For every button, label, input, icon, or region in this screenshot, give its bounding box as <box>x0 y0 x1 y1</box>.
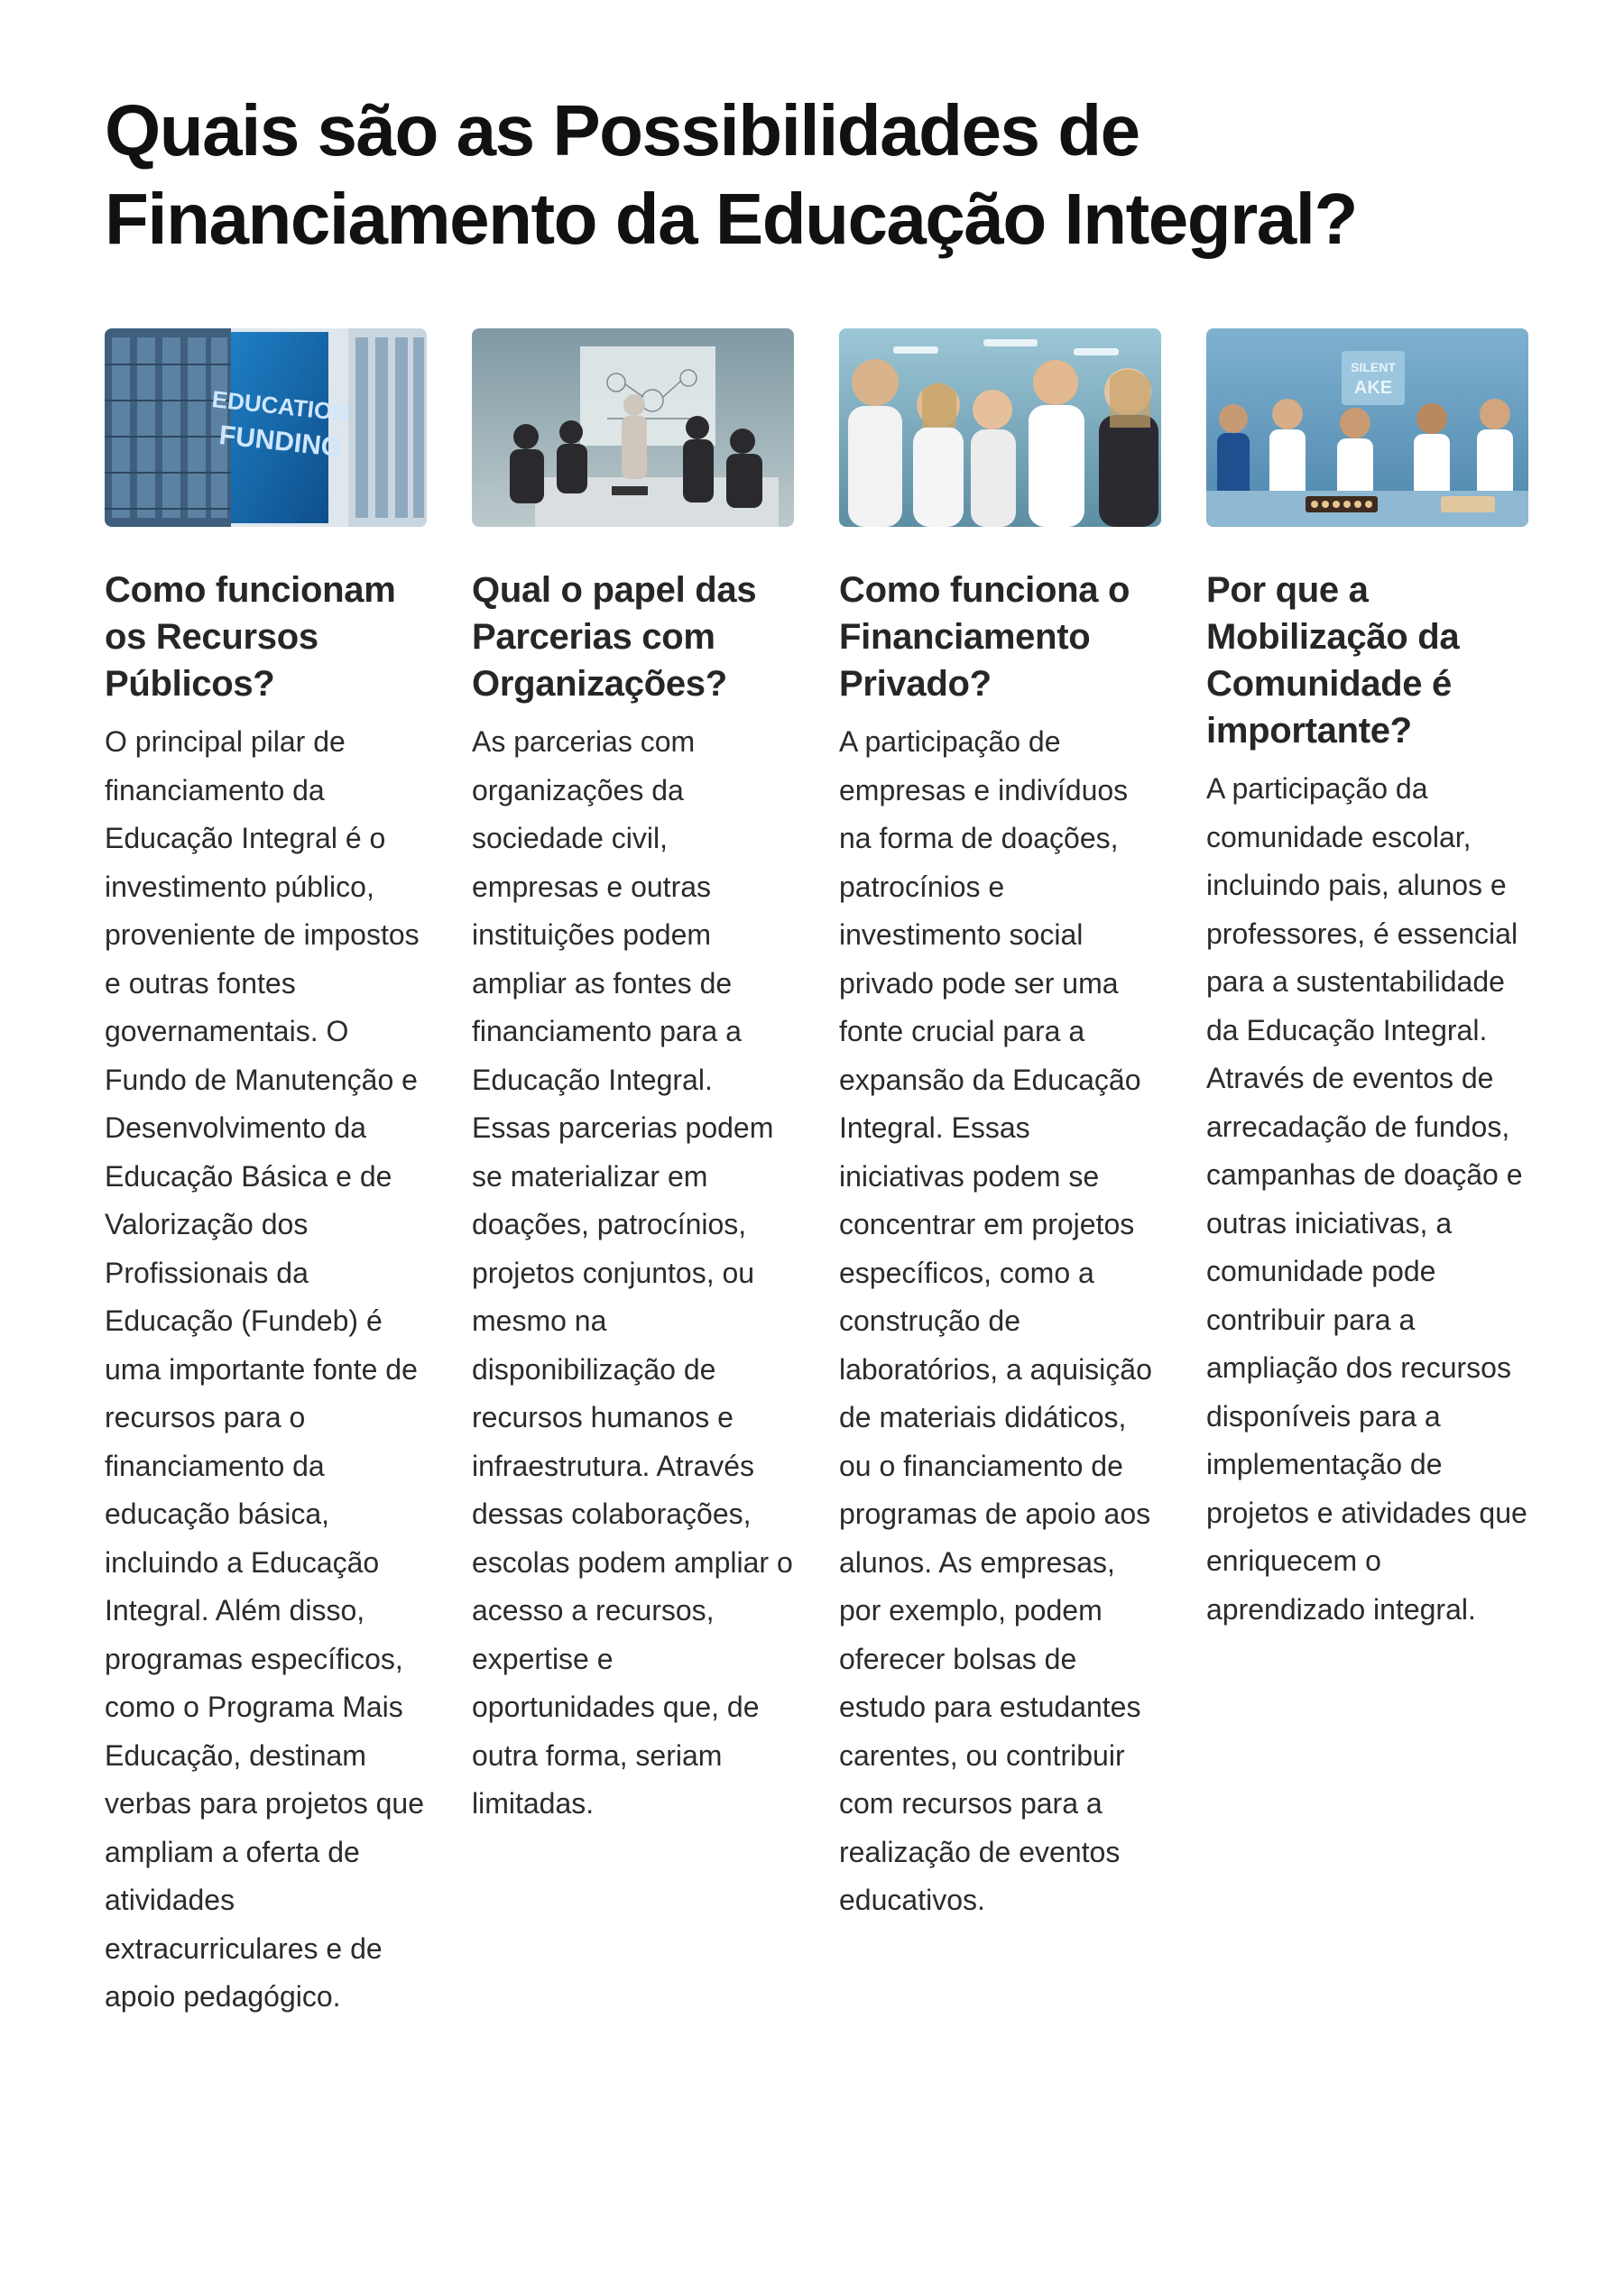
bake-sale-image <box>1206 328 1528 527</box>
column-body: A participação da comunidade escolar, incluindo pais, alunos e professores, é essencial para a sustentabilidade da Educação Integral. Através de eventos de arrecadação de fundos, campanhas de doação e outras iniciativas, a comunidade pode contribuir para a ampliação dos recursos disponíveis para a implementação de projetos e atividades que enriquecem o aprendizado integral. <box>1206 772 1527 1626</box>
column-heading: Qual o papel das Parcerias com Organizações? <box>472 570 757 704</box>
students-group-image <box>839 328 1161 527</box>
column-community <box>1206 328 1528 2022</box>
columns <box>105 328 1530 2022</box>
column-heading: Por que a Mobilização da Comunidade é importante? <box>1206 570 1460 751</box>
page <box>105 87 1530 2013</box>
page-title: Quais são as Possibilidades de Financiamento da Educação Integral? <box>105 90 1357 259</box>
column-heading: Como funcionam os Recursos Públicos? <box>105 570 396 704</box>
column-body: As parcerias com organizações da sociedade civil, empresas e outras instituições podem ampliar as fontes de financiamento para a Educação Integral. Essas parcerias podem se materializar em doações, patrocínios, projetos conjuntos, ou mesmo na disponibilização de recursos humanos e infraestrutura. Através dessas colaborações, escolas podem ampliar o acesso a recursos, expertise e oportunidades que, de outra forma, seriam limitadas. <box>472 725 793 1820</box>
building-banner-image <box>105 328 427 527</box>
column-partnerships <box>472 328 794 2022</box>
banner-text-1: EDUCATION <box>210 385 351 427</box>
column-body: O principal pilar de financiamento da Educação Integral é o investimento público, proveniente de impostos e outras fontes governamentais. O Fundo de Manutenção e Desenvolvimento da Educação Básica e de Valorização dos Profissionais da Educação (Fundeb) é uma importante fonte de recursos para o financiamento da educação básica, incluindo a Educação Integral. Além disso, programas específicos, como o Programa Mais Educação, destinam verbas para projetos que ampliam a oferta de atividades extracurriculares e de apoio pedagógico. <box>105 725 424 2013</box>
banner-text-2: FUNDING <box>217 420 344 464</box>
column-body: A participação de empresas e indivíduos na forma de doações, patrocínios e investimento social privado pode ser uma fonte crucial para a expansão da Educação Integral. Essas iniciativas podem se concentrar em projetos específicos, como a construção de laboratórios, a aquisição de materiais didáticos, ou o financiamento de programas de apoio aos alunos. As empresas, por exemplo, podem oferecer bolsas de estudo para estudantes carentes, ou contribuir com recursos para a realização de eventos educativos. <box>839 725 1152 1916</box>
column-public-resources <box>105 328 427 2022</box>
column-private-funding <box>839 328 1161 2022</box>
column-heading: Como funciona o Financiamento Privado? <box>839 570 1130 704</box>
meeting-room-image <box>472 328 794 527</box>
sign-text-1: SILENT <box>1351 360 1396 374</box>
sign-text-2: AKE <box>1353 378 1393 398</box>
